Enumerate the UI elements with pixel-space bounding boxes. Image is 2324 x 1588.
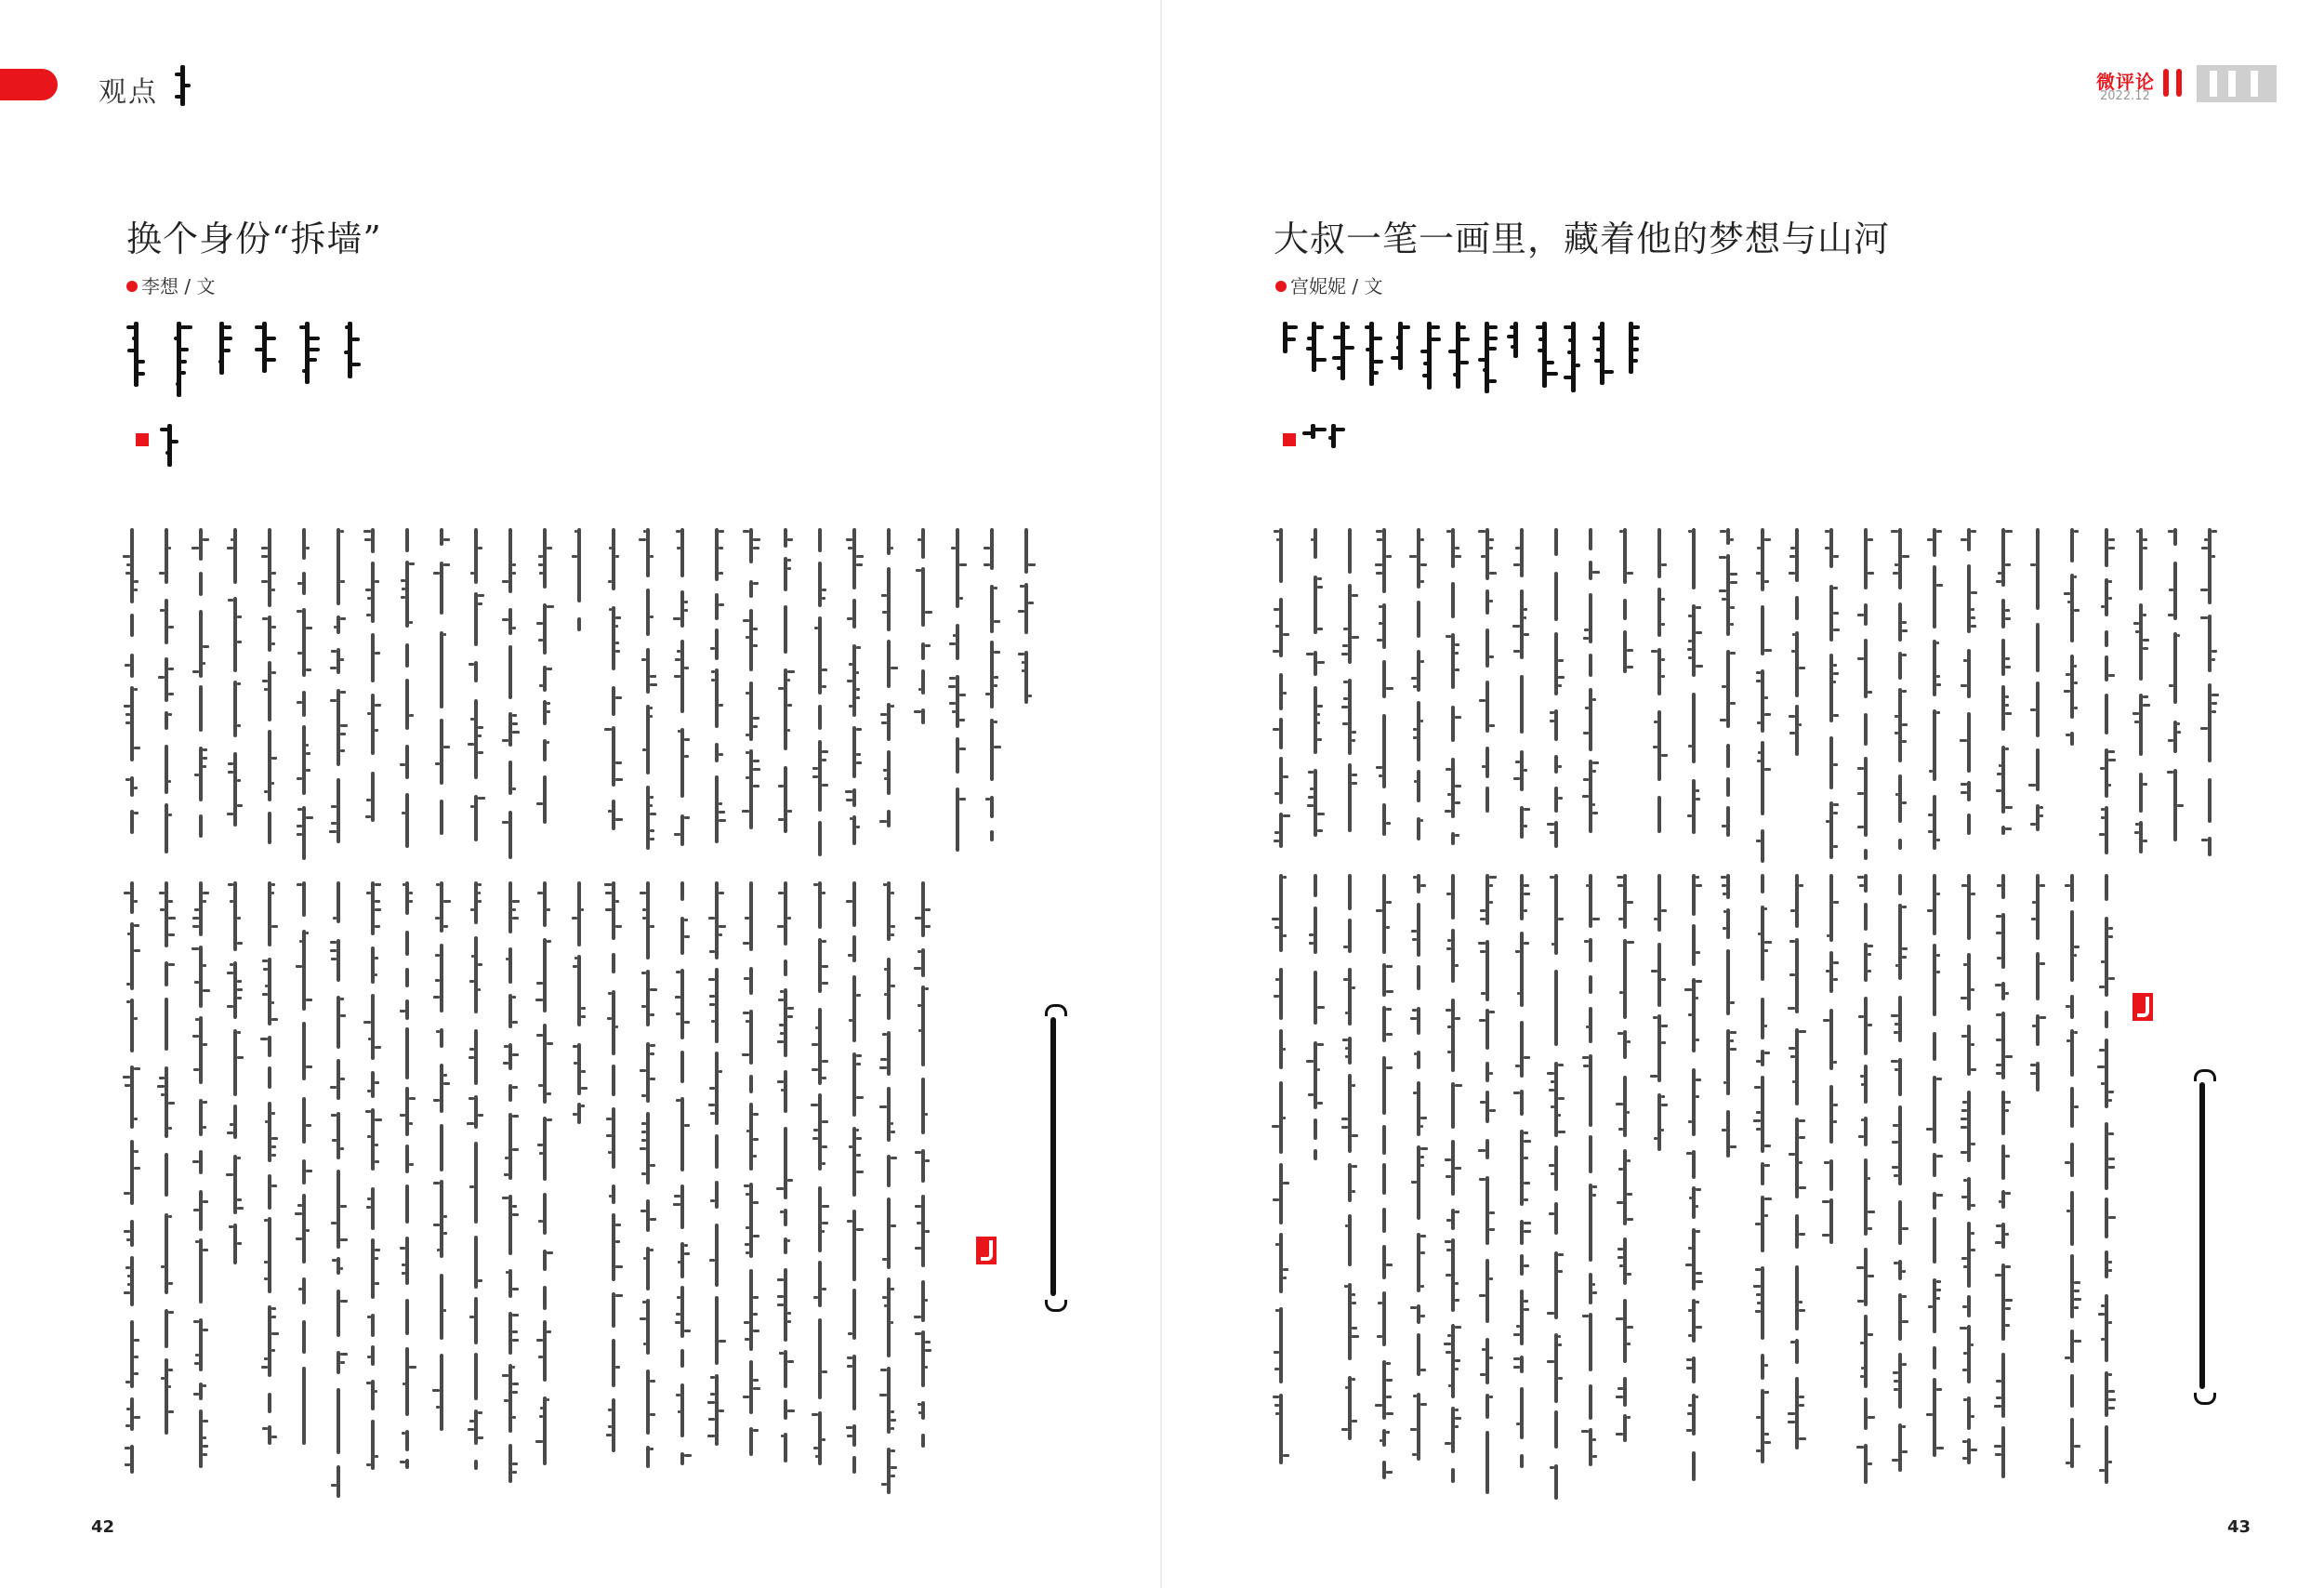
mongolian-title-glyph — [1324, 424, 1342, 448]
section-mongolian-label — [173, 65, 191, 106]
masthead-logo-box — [2197, 65, 2277, 102]
mongolian-title-glyph — [1419, 322, 1438, 390]
masthead-title: 微评论 — [2096, 71, 2155, 93]
masthead-date: 2022.12 — [2100, 89, 2150, 103]
mongolian-title-glyph — [1448, 322, 1467, 389]
byline-text: 李想 / 文 — [141, 275, 216, 298]
mongolian-title-glyph — [212, 322, 231, 375]
mongolian-title-glyph — [1275, 322, 1294, 353]
quote-mark-icon-left — [976, 1237, 997, 1264]
mongolian-title-glyph — [1333, 322, 1352, 380]
section-tab-marker — [0, 69, 58, 100]
masthead — [2096, 65, 2278, 104]
byline-dot — [1275, 281, 1287, 292]
mongolian-title-glyph — [160, 424, 178, 467]
quote-mark-icon-right — [2133, 993, 2153, 1021]
mongolian-title-glyph — [1477, 322, 1496, 393]
article-title-left: 换个身份“拆墙” — [126, 218, 382, 259]
section-label: 观点 — [99, 76, 158, 109]
page-number-right: 43 — [2227, 1517, 2251, 1537]
mongolian-title-glyph — [255, 322, 273, 373]
mongolian-title-glyph — [297, 322, 316, 384]
mongolian-title-glyph — [1303, 424, 1322, 439]
mongolian-title-glyph — [1506, 322, 1525, 358]
mongolian-title-glyph — [1592, 322, 1611, 385]
pull-quote-bracket-bottom — [2194, 1393, 2216, 1405]
right-page — [1162, 0, 2324, 1588]
pull-quote-bracket-bottom — [1045, 1300, 1067, 1312]
pull-quote-text — [1050, 1017, 1056, 1296]
masthead-mongolian-glyph — [2163, 69, 2169, 97]
mongolian-title-glyph — [126, 322, 145, 387]
byline-text: 宫妮妮 / 文 — [1290, 275, 1383, 298]
byline-right — [1275, 271, 1382, 298]
mongolian-title-glyph — [1535, 322, 1553, 388]
article-title-right: 大叔一笔一画里，藏着他的梦想与山河 — [1274, 218, 1891, 259]
pull-quote-bracket-top — [2194, 1069, 2216, 1081]
mongolian-title-glyph — [1362, 322, 1380, 386]
body-text-left-upper — [130, 528, 1088, 863]
mongolian-title-glyph — [1391, 322, 1409, 370]
mongolian-title-glyph — [1621, 322, 1640, 374]
page-number-left: 42 — [91, 1517, 115, 1537]
pull-quote-bracket-top — [1045, 1004, 1067, 1016]
byline-dot — [126, 281, 138, 292]
body-text-right-lower — [1279, 874, 2144, 1501]
pull-quote-right — [2188, 1069, 2216, 1404]
body-text-left-lower — [130, 881, 967, 1501]
mongolian-title-glyph — [340, 322, 359, 378]
pull-quote-text — [2199, 1082, 2205, 1389]
masthead-mongolian-glyph — [2176, 69, 2182, 97]
pull-quote-left — [1039, 1004, 1067, 1311]
byline-left — [126, 271, 215, 298]
mongolian-title-glyph — [1304, 322, 1323, 372]
author-marker-left — [136, 433, 149, 446]
mongolian-title-glyph — [1564, 322, 1582, 392]
mongolian-title-glyph — [169, 322, 188, 397]
body-text-right-upper — [1279, 528, 2246, 863]
author-marker-right — [1283, 433, 1296, 446]
